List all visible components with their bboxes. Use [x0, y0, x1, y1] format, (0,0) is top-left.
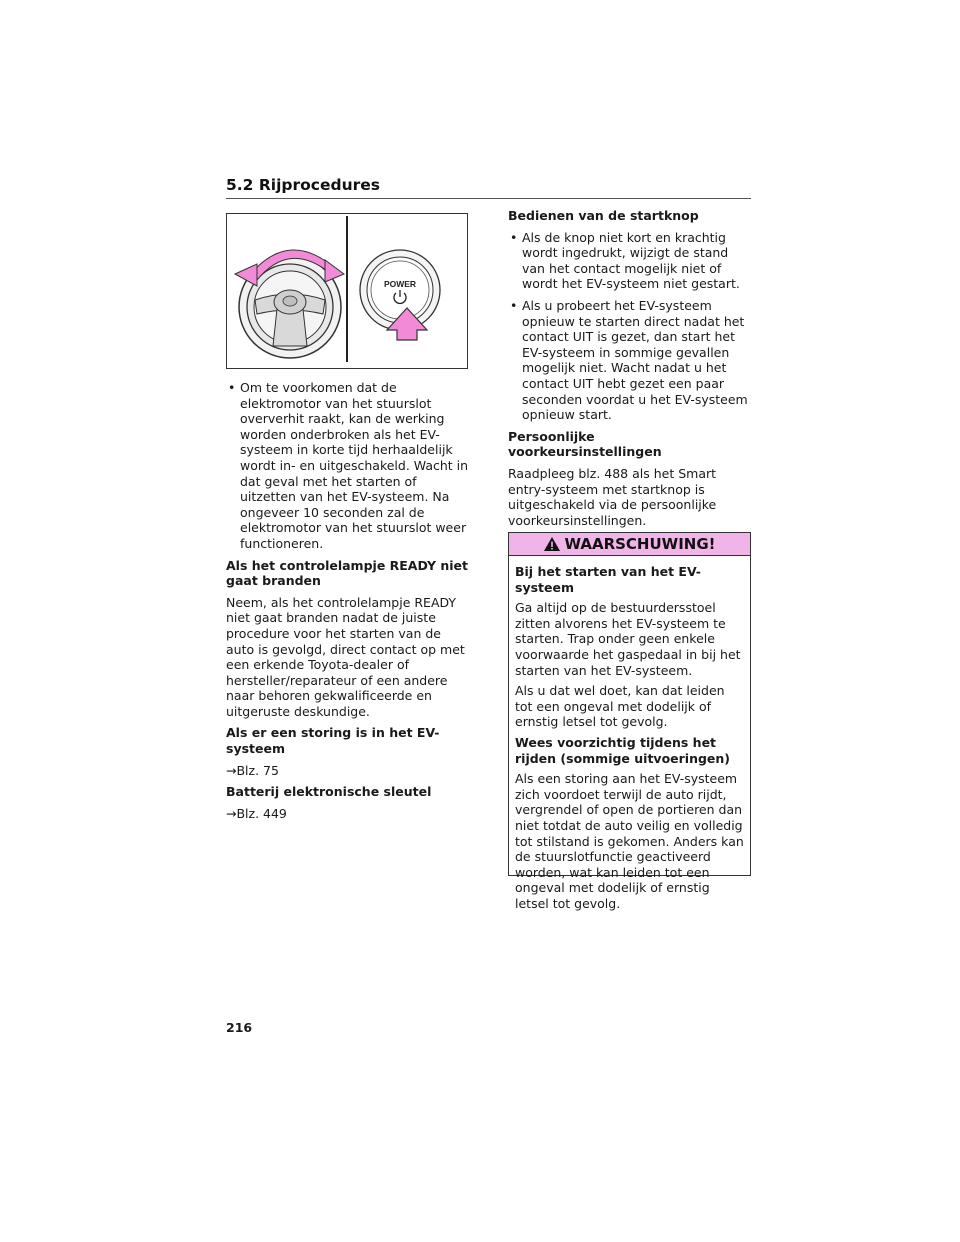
section-divider — [226, 198, 751, 199]
paragraph-preferences: Raadpleeg blz. 488 als het Smart entry-systeem met startknop is uitgeschakeld via de persoonlijke voorkeursinstellingen. — [508, 465, 717, 528]
page-reference-link[interactable]: →Blz. 75 — [226, 762, 279, 778]
warning-triangle-icon — [543, 536, 561, 552]
heading-start-button: Bedienen van de startknop — [508, 208, 699, 223]
heading-key-battery: Batterij elektronische sleutel — [226, 784, 432, 800]
warning-paragraph: Als u dat wel doet, kan dat leiden tot een ongeval met dodelijk of ernstig letsel tot gevolg. — [515, 683, 725, 730]
warning-title: WAARSCHUWING! — [564, 535, 716, 553]
paragraph-ready-lamp: Neem, als het controlelampje READY niet gaat branden nadat de juiste procedure voor het starten van de auto is gevolgd, direct contact op met een erkende Toyota-dealer of hersteller/reparateur of een andere naar behoren gekwalificeerde en uitgeruste deskundige. — [226, 594, 465, 719]
warning-box — [508, 532, 751, 911]
illustration — [227, 214, 467, 368]
list-item: • Om te voorkomen dat de elektromotor van het stuurslot oververhit raakt, kan de werking worden onderbroken als het EV-systeem in korte tijd herhaaldelijk wordt in- en uitgeschakeld. Wacht in dat geval met het starten of uitzetten van het EV-systeem. Na ongeveer 10 seconden zal de elektromotor van het stuurslot weer functioneren. — [228, 380, 469, 551]
steering-lock-power-button-figure — [226, 213, 468, 369]
left-column — [226, 380, 471, 827]
section-title: 5.2 Rijprocedures — [226, 176, 381, 194]
warning-paragraph: Ga altijd op de bestuurdersstoel zitten alvorens het EV-systeem te starten. Trap onder geen enkele voorwaarde het gaspedaal in bij het starten van het EV-systeem. — [515, 600, 741, 678]
page-reference-link[interactable]: →Blz. 449 — [226, 805, 287, 821]
warning-paragraph: Als een storing aan het EV-systeem zich voordoet terwijl de auto rijdt, vergrendel of open de portieren dan niet totdat de auto veilig en volledig tot stilstand is gekomen. Anders kan de stuurslotfunctie geactiveerd worden, wat kan leiden tot een ongeval met dodelijk of ernstig letsel tot gevolg. — [515, 771, 744, 911]
list-item: • Als u probeert het EV-systeem opnieuw te starten direct nadat het contact UIT is gezet, dan start het EV-systeem in sommige gevallen mogelijk niet. Wacht nadat u het contact UIT hebt gezet een paar seconden voordat u het EV-systeem opnieuw start. — [510, 297, 748, 423]
page-number: 216 — [226, 1020, 253, 1035]
heading-preferences: Persoonlijke voorkeursinstellingen — [508, 428, 662, 460]
list-item: • Als de knop niet kort en krachtig wordt ingedrukt, wijzigt de stand van het contact mogelijk niet of wordt het EV-systeem niet gestart. — [510, 229, 740, 292]
heading-ready-lamp: Als het controlelampje READY niet gaat branden — [226, 557, 468, 589]
right-column — [508, 208, 751, 534]
heading-ev-fault: Als er een storing is in het EV-systeem — [226, 725, 440, 757]
warning-header — [509, 533, 750, 556]
power-button-label: POWER — [383, 279, 417, 289]
warning-heading-driving: Wees voorzichtig tijdens het rijden (sommige uitvoeringen) — [515, 734, 731, 766]
warning-heading-start: Bij het starten van het EV-systeem — [515, 564, 701, 595]
